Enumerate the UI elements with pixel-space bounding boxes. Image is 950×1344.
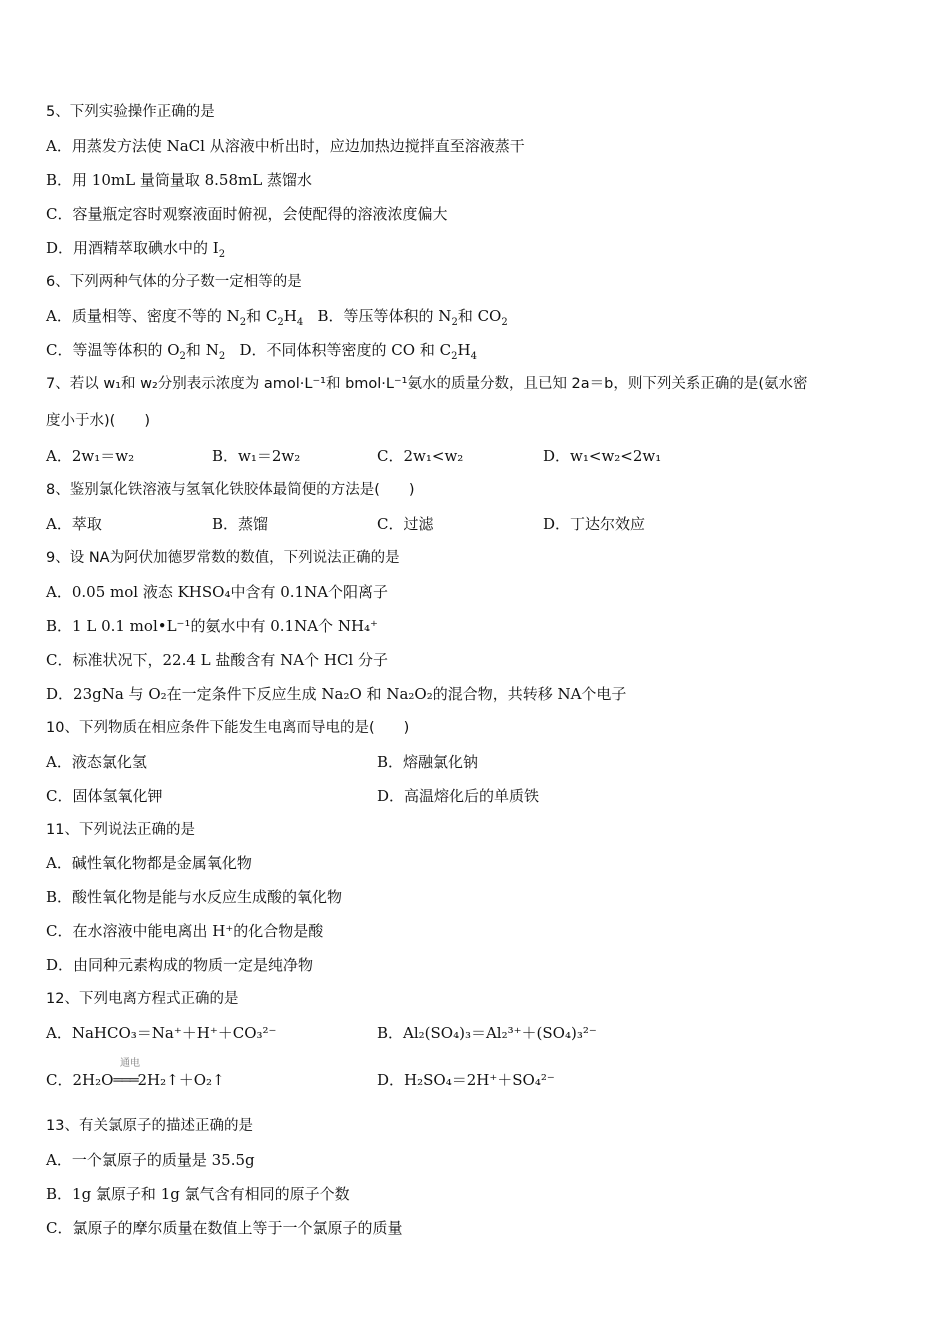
q5-option-b: B．用 10mL 量筒量取 8.58mL 蒸馏水	[46, 171, 312, 189]
q6-b-text: B．等压等体积的 N	[317, 307, 452, 325]
q10-option-a: A．液态氯化氢	[46, 753, 147, 771]
q5-option-d-text: D．用酒精萃取碘水中的 I	[46, 239, 219, 257]
q5-option-c: C．容量瓶定容时观察液面时俯视，会使配得的溶液浓度偏大	[46, 205, 448, 223]
q6-option-c	[46, 341, 226, 362]
q8-option-d: D．丁达尔效应	[543, 515, 646, 533]
q6-stem: 6、下列两种气体的分子数一定相等的是	[46, 274, 302, 290]
q6-option-a	[46, 307, 304, 328]
q6-b-sub1: 2	[451, 317, 458, 328]
q12-c-left: C．2H₂O	[46, 1071, 114, 1089]
q13-option-b: B．1g 氯原子和 1g 氯气含有相同的原子个数	[46, 1185, 350, 1203]
q7-option-c: C．2w₁<w₂	[377, 447, 464, 465]
q12-option-b: B．Al₂(SO₄)₃＝Al₂³⁺＋(SO₄)₃²⁻	[377, 1024, 597, 1042]
q6-a-mid2: H	[283, 307, 297, 325]
q6-d-text: D．不同体积等密度的 CO 和 C	[239, 341, 452, 359]
q7-stem-line2: 度小于水)( )	[46, 413, 150, 429]
q7-option-d: D．w₁<w₂<2w₁	[543, 447, 662, 465]
q6-d-sub2: 4	[470, 351, 477, 362]
q10-option-c: C．固体氢氧化钾	[46, 787, 163, 805]
q7-stem-line1: 7、若以 w₁和 w₂分别表示浓度为 amol·L⁻¹和 bmol·L⁻¹氨水的质量分数，且已知 2a＝b，则下列关系正确的是(氨水密	[46, 376, 808, 392]
q10-stem: 10、下列物质在相应条件下能发生电离而导电的是( )	[46, 720, 410, 736]
q6-a-sub3: 4	[296, 317, 304, 328]
q9-stem: 9、设 NA为阿伏加德罗常数的数值，下列说法正确的是	[46, 550, 400, 566]
q6-option-b	[317, 307, 508, 328]
q6-b-mid: 和 CO	[457, 307, 502, 325]
q6-d-sub1: 2	[451, 351, 458, 362]
q12-stem: 12、下列电离方程式正确的是	[46, 991, 239, 1007]
q6-options-ab	[46, 306, 508, 333]
q11-option-a: A．碱性氧化物都是金属氧化物	[46, 854, 252, 872]
q13-stem: 13、有关氯原子的描述正确的是	[46, 1118, 253, 1134]
q8-option-c: C．过滤	[377, 515, 434, 533]
q11-option-b: B．酸性氧化物是能与水反应生成酸的氧化物	[46, 888, 343, 906]
q5-stem: 5、下列实验操作正确的是	[46, 104, 215, 120]
q9-option-d: D．23gNa 与 O₂在一定条件下反应生成 Na₂O 和 Na₂O₂的混合物，共转移 NA个电子	[46, 685, 627, 703]
q12-c-eq: ═══	[113, 1071, 138, 1089]
q10-option-d: D．高温熔化后的单质铁	[377, 787, 540, 805]
q8-option-a: A．萃取	[46, 515, 102, 533]
q12-c-right: 2H₂↑＋O₂↑	[137, 1071, 225, 1089]
q6-option-d	[239, 341, 477, 362]
q6-c-text: C．等温等体积的 O	[46, 341, 180, 359]
q7-option-b: B．w₁＝2w₂	[212, 447, 301, 465]
q11-option-d: D．由同种元素构成的物质一定是纯净物	[46, 956, 314, 974]
q12-option-c	[46, 1070, 225, 1090]
q6-c-mid: 和 N	[185, 341, 219, 359]
q6-d-mid: H	[457, 341, 471, 359]
q6-c-sub2: 2	[218, 351, 226, 362]
q11-option-c: C．在水溶液中能电离出 H⁺的化合物是酸	[46, 922, 324, 940]
q7-option-a: A．2w₁＝w₂	[46, 447, 135, 465]
q12-condition-label: 通电	[120, 1058, 140, 1069]
q6-a-sub2: 2	[277, 317, 284, 328]
q10-option-b: B．熔融氯化钠	[377, 753, 479, 771]
q9-option-a: A．0.05 mol 液态 KHSO₄中含有 0.1NA个阳离子	[46, 583, 389, 601]
q11-stem: 11、下列说法正确的是	[46, 822, 195, 838]
q6-b-sub2: 2	[501, 317, 508, 328]
q12-option-d: D．H₂SO₄＝2H⁺＋SO₄²⁻	[377, 1071, 555, 1089]
q6-a-text: A．质量相等、密度不等的 N	[46, 307, 240, 325]
q6-c-sub1: 2	[179, 351, 186, 362]
q13-option-a: A．一个氯原子的质量是 35.5g	[46, 1151, 255, 1169]
q9-option-b: B．1 L 0.1 mol•L⁻¹的氨水中有 0.1NA个 NH₄⁺	[46, 617, 378, 635]
q5-option-d-sub: 2	[218, 249, 226, 260]
q13-option-c: C．氯原子的摩尔质量在数值上等于一个氯原子的质量	[46, 1219, 403, 1237]
q6-a-sub1: 2	[239, 317, 247, 328]
q6-a-mid: 和 C	[246, 307, 278, 325]
q5-option-d	[46, 238, 225, 265]
q5-option-a: A．用蒸发方法使 NaCl 从溶液中析出时，应边加热边搅拌直至溶液蒸干	[46, 137, 525, 155]
q12-option-a: A．NaHCO₃＝Na⁺＋H⁺＋CO₃²⁻	[46, 1024, 277, 1042]
q8-option-b: B．蒸馏	[212, 515, 269, 533]
q6-options-cd	[46, 340, 477, 367]
q8-stem: 8、鉴别氯化铁溶液与氢氧化铁胶体最简便的方法是( )	[46, 482, 415, 498]
q9-option-c: C．标准状况下，22.4 L 盐酸含有 NA个 HCl 分子	[46, 651, 388, 669]
